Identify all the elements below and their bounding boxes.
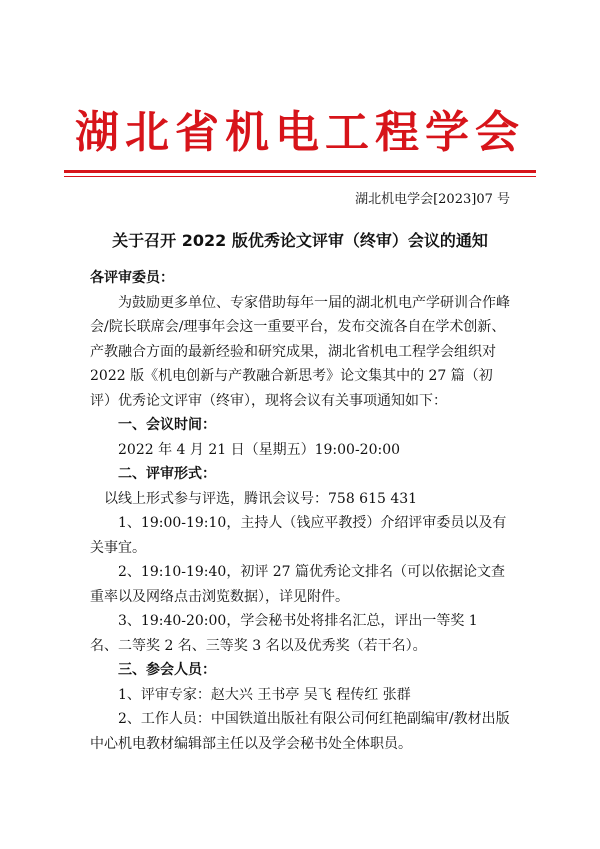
section-heading-time: 一、会议时间： xyxy=(118,417,216,433)
intro-paragraph: 为鼓励更多单位、专家借助每年一届的湖北机电产学研训合作峰会/院长联席会/理事年会这一重要平台，发布交流各自在学术创新、产教融合方面的最新经验和研究成果，湖北省机电工程学会组织对2022 版《机电创新与产教融合新思考》论文集其中的 27 篇（初评）优秀论文评审（终审），现将会议有关事项通知如下： xyxy=(90,294,510,409)
meeting-format-line: 以线上形式参与评选，腾讯会议号：758 615 431 xyxy=(104,490,418,507)
header-rule-thick xyxy=(64,170,536,173)
salutation: 各评审委员： xyxy=(90,270,174,286)
notice-title: 关于召开 2022 版优秀论文评审（终审）会议的通知 xyxy=(112,231,488,250)
agenda-item-1: 1、19:00-19:10，主持人（钱应平教授）介绍评审委员以及有关事宜。 xyxy=(90,515,507,556)
attendees-staff: 2、工作人员：中国铁道出版社有限公司何红艳副编审/教材出版中心机电教材编辑部主任以及学会秘书处全体职员。 xyxy=(90,711,510,752)
doc-number: 湖北机电学会[2023]07 号 xyxy=(355,192,510,207)
agenda-item-3: 3、19:40-20:00，学会秘书处将排名汇总，评出一等奖 1 名、二等奖 2 名、三等奖 3 名以及优秀奖（若干名）。 xyxy=(90,613,478,654)
header-rule-thin xyxy=(64,176,536,177)
meeting-time: 2022 年 4 月 21 日（星期五）19:00-20:00 xyxy=(118,441,401,458)
org-title: 湖北省机电工程学会 xyxy=(75,107,525,158)
section-heading-attendees: 三、参会人员： xyxy=(118,662,216,678)
section-heading-format: 二、评审形式： xyxy=(118,466,216,482)
agenda-item-2: 2、19:10-19:40，初评 27 篇优秀论文排名（可以依据论文查重率以及网络点击浏览数据），详见附件。 xyxy=(90,564,506,605)
notice-body xyxy=(90,266,510,756)
attendees-experts: 1、评审专家：赵大兴 王书亭 吴飞 程传红 张群 xyxy=(118,686,411,703)
